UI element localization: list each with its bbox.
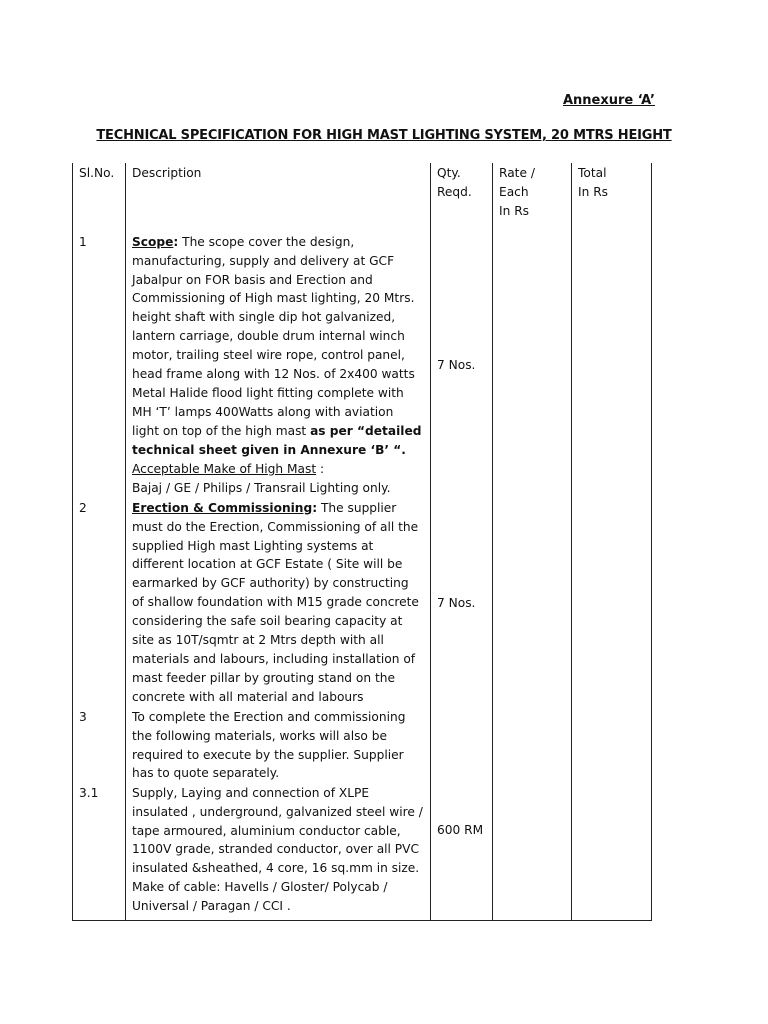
header-total: Total In Rs <box>572 163 652 233</box>
row-total <box>572 708 652 784</box>
header-row <box>73 163 652 233</box>
table-row <box>73 233 652 499</box>
erection-heading: Erection & Commissioning <box>132 500 313 515</box>
table-row <box>73 499 652 708</box>
row-total <box>572 784 652 921</box>
row-description: Erection & Commissioning: The supplier must do the Erection, Commissioning of all the supplied High mast Lighting systems at different location at GCF Estate ( Site will be earmarked by GCF authority) by constructing of shallow foundation with M15 grade concrete considering the safe soil bearing capacity at site as 10T/sqmtr at 2 Mtrs depth with all materials and labours, including installation of mast feeder pillar by grouting stand on the concrete with all material and labours <box>126 499 431 708</box>
header-description: Description <box>126 163 431 233</box>
row-description: To complete the Erection and commissioning the following materials, works will also be required to execute by the supplier. Supplier has to quote separately. <box>126 708 431 784</box>
document-title: TECHNICAL SPECIFICATION FOR HIGH MAST LIGHTING SYSTEM, 20 MTRS HEIGHT <box>96 128 672 143</box>
row-qty: 7 Nos. <box>431 499 493 708</box>
row-rate <box>493 784 572 921</box>
row-slno: 2 <box>73 499 126 708</box>
row-rate <box>493 708 572 784</box>
row-rate <box>493 233 572 499</box>
row-slno: 3.1 <box>73 784 126 921</box>
make-label: Acceptable Make of High Mast <box>132 461 317 476</box>
header-qty: Qty. Reqd. <box>431 163 493 233</box>
row-qty <box>431 708 493 784</box>
header-rate: Rate / Each In Rs <box>493 163 572 233</box>
table-row <box>73 784 652 921</box>
row-qty: 600 RM <box>431 784 493 921</box>
row-description: Supply, Laying and connection of XLPE insulated , underground, galvanized steel wire / tape armoured, aluminium conductor cable, 1100V grade, stranded conductor, over all PVC insulated &sheathed, 4 core, 16 sq.mm in size. Make of cable: Havells / Gloster/ Polycab / Universal / Paragan / CCI . <box>126 784 431 921</box>
annexure-label: Annexure ‘A’ <box>562 93 655 108</box>
specification-table <box>72 163 652 921</box>
table-row <box>73 708 652 784</box>
row-total <box>572 499 652 708</box>
row-description: Scope: The scope cover the design, manufacturing, supply and delivery at GCF Jabalpur on FOR basis and Erection and Commissioning of High mast lighting, 20 Mtrs. height shaft with single dip hot galvanized, lantern carriage, double drum internal winch motor, trailing steel wire rope, control panel, head frame along with 12 Nos. of 2x400 watts Metal Halide flood light fitting complete with MH ‘T’ lamps 400Watts along with aviation light on top of the high mast as per “detailed technical sheet given in Annexure ‘B’ “. Acceptable Make of High Mast : Bajaj / GE / Philips / Transrail Lighting only. <box>126 233 431 499</box>
row-slno: 3 <box>73 708 126 784</box>
header-slno: Sl.No. <box>73 163 126 233</box>
make-value: Bajaj / GE / Philips / Transrail Lighting only. <box>132 480 391 495</box>
scope-heading: Scope <box>132 234 174 249</box>
row-rate <box>493 499 572 708</box>
row-slno: 1 <box>73 233 126 499</box>
row-total <box>572 233 652 499</box>
row-qty: 7 Nos. <box>431 233 493 499</box>
cable-make: Make of cable: Havells / Gloster/ Polycab / Universal / Paragan / CCI . <box>132 880 388 914</box>
